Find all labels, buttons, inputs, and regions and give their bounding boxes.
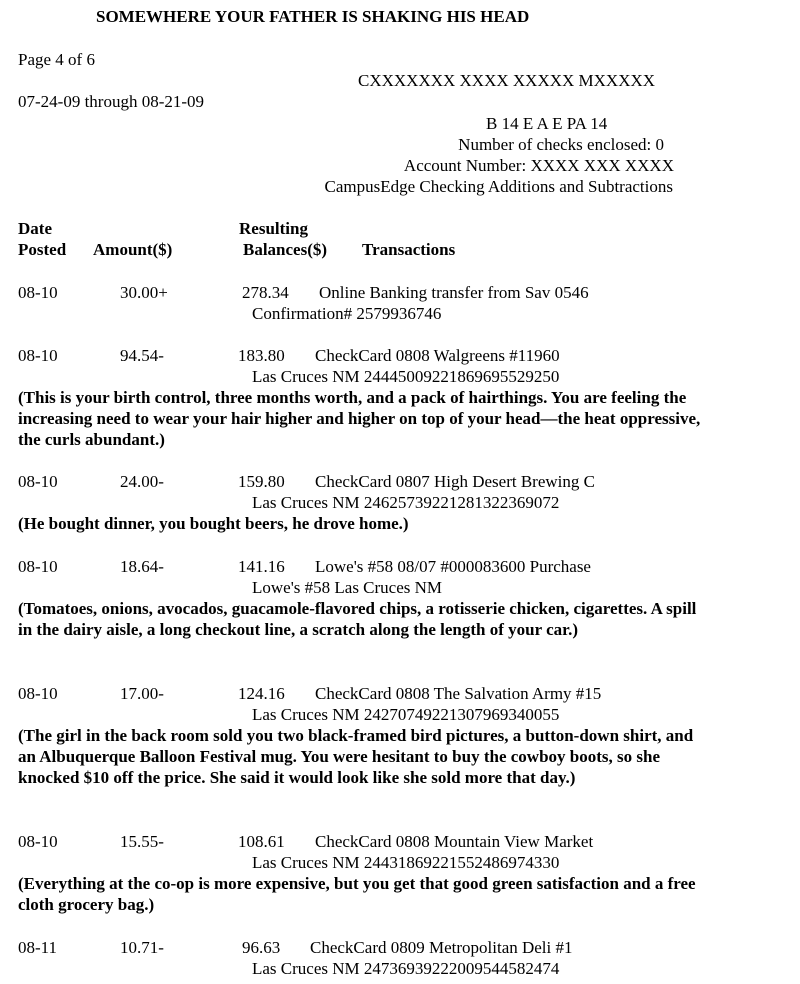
entry-description: CheckCard 0807 High Desert Brewing C (315, 472, 595, 491)
entry-amount: 15.55- (120, 832, 164, 851)
date-range: 07-24-09 through 08-21-09 (18, 92, 205, 111)
entry-detail: Las Cruces NM 24736939222009544582474 (252, 959, 560, 978)
col-transactions: Transactions (362, 240, 456, 259)
entry-amount: 18.64- (120, 557, 164, 576)
account-holder: CXXXXXXX XXXX XXXXX MXXXXX (358, 71, 656, 90)
entry-amount: 94.54- (120, 346, 164, 365)
entry-description: Online Banking transfer from Sav 0546 (319, 283, 589, 302)
entry-detail: Las Cruces NM 24270749221307969340055 (252, 705, 560, 724)
col-balance-line2: Balances($) (243, 240, 328, 259)
statement-code: B 14 E A E PA 14 (486, 114, 608, 133)
entry-detail: Las Cruces NM 24431869221552486974330 (252, 853, 560, 872)
entry-amount: 10.71- (120, 938, 164, 957)
entry-detail: Las Cruces NM 24625739221281322369072 (252, 493, 560, 512)
entry-balance: 183.80 (238, 346, 285, 365)
document-title: SOMEWHERE YOUR FATHER IS SHAKING HIS HEAD (96, 7, 530, 26)
entry-description: CheckCard 0808 The Salvation Army #15 (315, 684, 602, 703)
entry-balance: 278.34 (242, 283, 289, 302)
entry-balance: 108.61 (238, 832, 285, 851)
entry-description: CheckCard 0809 Metropolitan Deli #1 (310, 938, 573, 957)
entry-date: 08-10 (18, 557, 58, 576)
entry-amount: 30.00+ (120, 283, 168, 302)
col-amount: Amount($) (93, 240, 173, 259)
entry-date: 08-10 (18, 283, 58, 302)
col-date-line1: Date (18, 219, 52, 238)
account-number: Account Number: XXXX XXX XXXX (403, 156, 674, 175)
entry-detail: Lowe's #58 Las Cruces NM (252, 578, 443, 597)
entry-balance: 159.80 (238, 472, 285, 491)
entry-detail: Las Cruces NM 24445009221869695529250 (252, 367, 560, 386)
entry-note: (Tomatoes, onions, avocados, guacamole-flavored chips, a rotisserie chicken, cigarettes. A spill in the dairy aisle, a long checkout line, a scratch along the length of your car.) (18, 599, 697, 639)
entry-date: 08-10 (18, 346, 58, 365)
entry-note: (Everything at the co-op is more expensive, but you get that good green satisfaction and a free cloth grocery bag.) (18, 874, 696, 914)
entry-date: 08-10 (18, 684, 58, 703)
entry-balance: 96.63 (242, 938, 281, 957)
entry-amount: 24.00- (120, 472, 164, 491)
entry-detail: Confirmation# 2579936746 (252, 304, 442, 323)
checks-enclosed: Number of checks enclosed: 0 (458, 135, 664, 154)
entry-date: 08-10 (18, 472, 58, 491)
col-date-line2: Posted (18, 240, 67, 259)
entry-note: (He bought dinner, you bought beers, he drove home.) (18, 514, 409, 533)
section-title: CampusEdge Checking Additions and Subtractions (324, 177, 673, 196)
entry-description: Lowe's #58 08/07 #000083600 Purchase (315, 557, 591, 576)
entry-description: CheckCard 0808 Walgreens #11960 (315, 346, 560, 365)
entry-note: (The girl in the back room sold you two black-framed bird pictures, a button-down shirt, and an Albuquerque Balloon Festival mug. You were hesitant to buy the cowboy boots, so she knocked $10 off the price. She said it would look like she sold more that day.) (18, 726, 694, 787)
entry-description: CheckCard 0808 Mountain View Market (315, 832, 594, 851)
col-balance-line1: Resulting (239, 219, 308, 238)
entry-note: (This is your birth control, three months worth, and a pack of hairthings. You are feeling the increasing need to wear your hair higher and higher on top of your head—the heat oppressive, the curls abundant.) (18, 388, 701, 449)
entry-date: 08-11 (18, 938, 58, 957)
page-number: Page 4 of 6 (18, 50, 95, 69)
entry-date: 08-10 (18, 832, 58, 851)
entry-balance: 141.16 (238, 557, 285, 576)
entry-balance: 124.16 (238, 684, 285, 703)
entry-amount: 17.00- (120, 684, 164, 703)
